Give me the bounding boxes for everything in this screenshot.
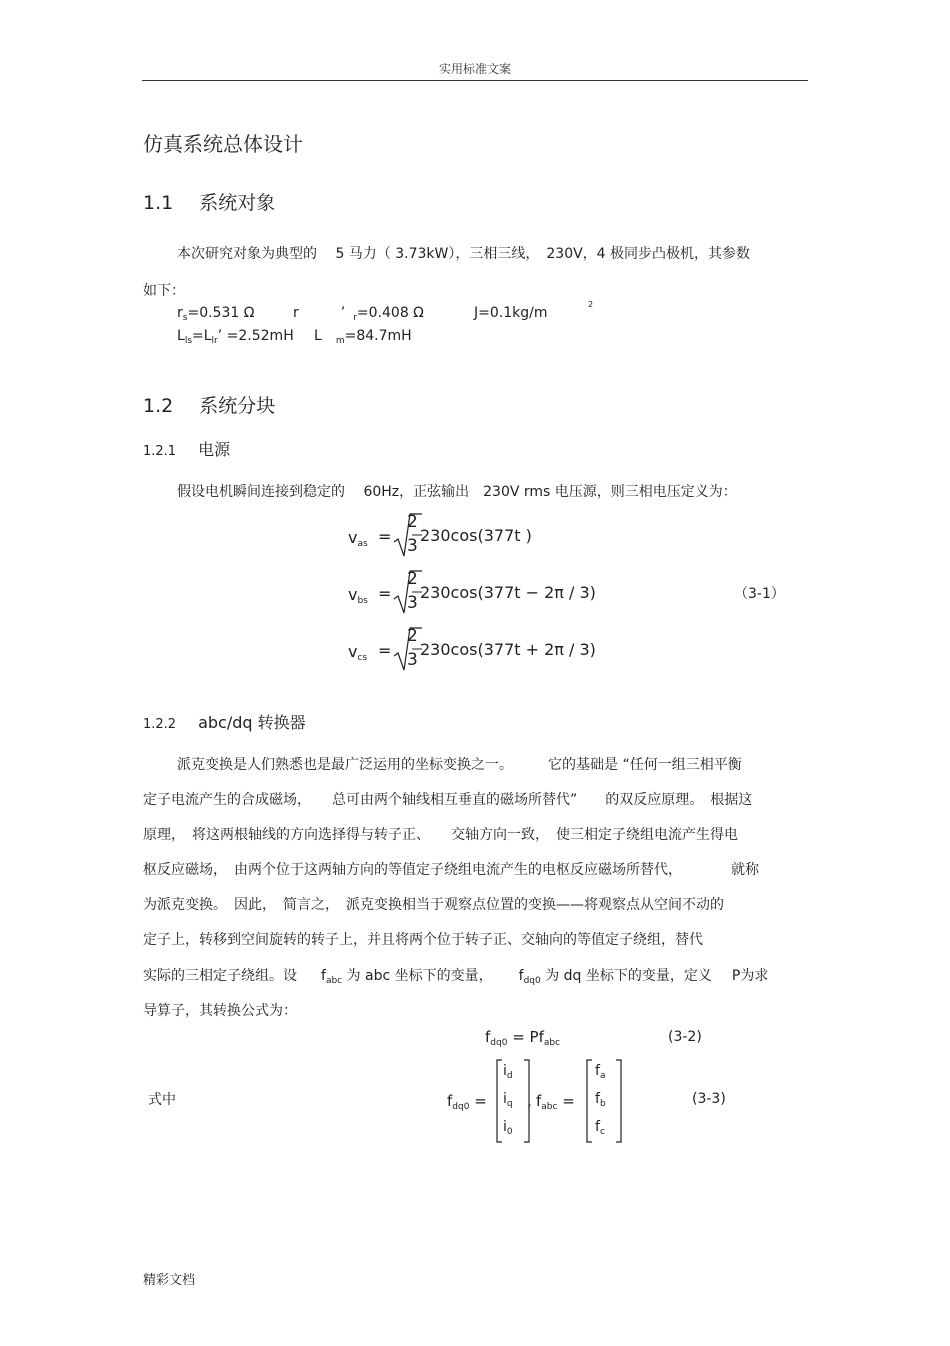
matrix-f-b: $f_b$ — [595, 1091, 606, 1109]
equation-tag-3-3: (3-3) — [692, 1091, 726, 1107]
eq-label-shizhong: 式中 — [148, 1092, 176, 1108]
matrix-i-d: $i_d$ — [503, 1063, 513, 1081]
matrix-f-a: $f_a$ — [595, 1063, 606, 1081]
param-J: J=0.1kg/m — [474, 305, 548, 321]
section-number: 1.1 — [143, 192, 174, 214]
section-1-1-heading — [143, 188, 275, 215]
param-Lm: L $_m$=84.7mH — [314, 328, 412, 346]
section-1-2-2-heading: 1.2.2 abc/dq 转换器 — [143, 713, 306, 732]
doc-title: 仿真系统总体设计 — [143, 132, 303, 156]
section-1-2-1-heading: 1.2.1 电源 — [143, 440, 231, 459]
header-rule — [142, 80, 808, 81]
park-line-8: 导算子，其转换公式为： — [143, 1003, 297, 1019]
park-line-2: 定子电流产生的合成磁场， 总可由两个轴线相互垂直的磁场所替代” 的双反应原理。 根据这 — [143, 792, 753, 808]
park-line-4: 枢反应磁场， 由两个位于这两轴方向的等值定子绕组电流产生的电枢反应磁场所替代， 就称 — [143, 862, 759, 878]
matrix-f-c: $f_c$ — [595, 1119, 605, 1137]
equation-3-2: $f_{dq0} = Pf_{abc}$ — [485, 1028, 561, 1048]
equation-tag-3-1: （3-1） — [734, 586, 785, 602]
eq33-comma: , — [527, 1092, 532, 1110]
param-rr: r ’ $_r$=0.408 Ω — [293, 305, 424, 323]
page-footer: 精彩文档 — [143, 1273, 196, 1288]
section-1-2-heading: 1.2 系统分块 — [143, 395, 276, 417]
park-line-3: 原理， 将这两根轴线的方向选择得与转子正、 交轴方向一致， 使三相定子绕组电流产生得电 — [143, 827, 738, 843]
param-L: $L_{ls}=L_{lr}$’ =2.52mH — [177, 328, 294, 346]
param-J-exponent: 2 — [588, 300, 594, 309]
park-line-7: 实际的三相定子绕组。设 $f_{abc}$ 为 abc 坐标下的变量， $f_{dq0}$ 为 dq 坐标下的变量，定义 P为求 — [143, 968, 769, 986]
voltage-equations: $v_{as}$ = 2 3 230cos(377t ) $v_{bs}$ = 2 3 230cos(377t − 2π / 3) $v_{cs}$ = 2 3 230cos(377t + 2π / 3) — [348, 510, 608, 680]
park-line-6: 定子上，转移到空间旋转的转子上，并且将两个位于转子正、交轴向的等值定子绕组，替代 — [143, 932, 703, 948]
park-line-5: 为派克变换。 因此， 简言之， 派克变换相当于观察点位置的变换——将观察点从空间不动的 — [143, 897, 724, 913]
source-text: 假设电机瞬间连接到稳定的 60Hz，正弦输出 230V rms 电压源，则三相电压定义为： — [177, 484, 737, 500]
equation-tag-3-2: (3-2) — [668, 1029, 702, 1045]
intro-line-2: 如下： — [143, 283, 185, 299]
eq33-lhs-fdq0: $f_{dq0}$ = — [447, 1092, 487, 1112]
param-rs: $r_s=0.531$ Ω — [177, 305, 255, 323]
page-header: 实用标准文案 — [438, 62, 511, 76]
matrix-i-q: $i_q$ — [503, 1091, 513, 1109]
eq33-fabc: $f_{abc}$ = — [536, 1092, 575, 1112]
intro-line-1: 本次研究对象为典型的 5 马力（ 3.73kW），三相三线， 230V，4 极同步凸极机，其参数 — [177, 246, 751, 262]
section-title: 系统对象 — [199, 192, 276, 214]
park-line-1: 派克变换是人们熟悉也是最广泛运用的坐标变换之一。 它的基础是 “任何一组三相平衡 — [177, 757, 742, 773]
matrix-i-0: $i_0$ — [503, 1119, 513, 1137]
